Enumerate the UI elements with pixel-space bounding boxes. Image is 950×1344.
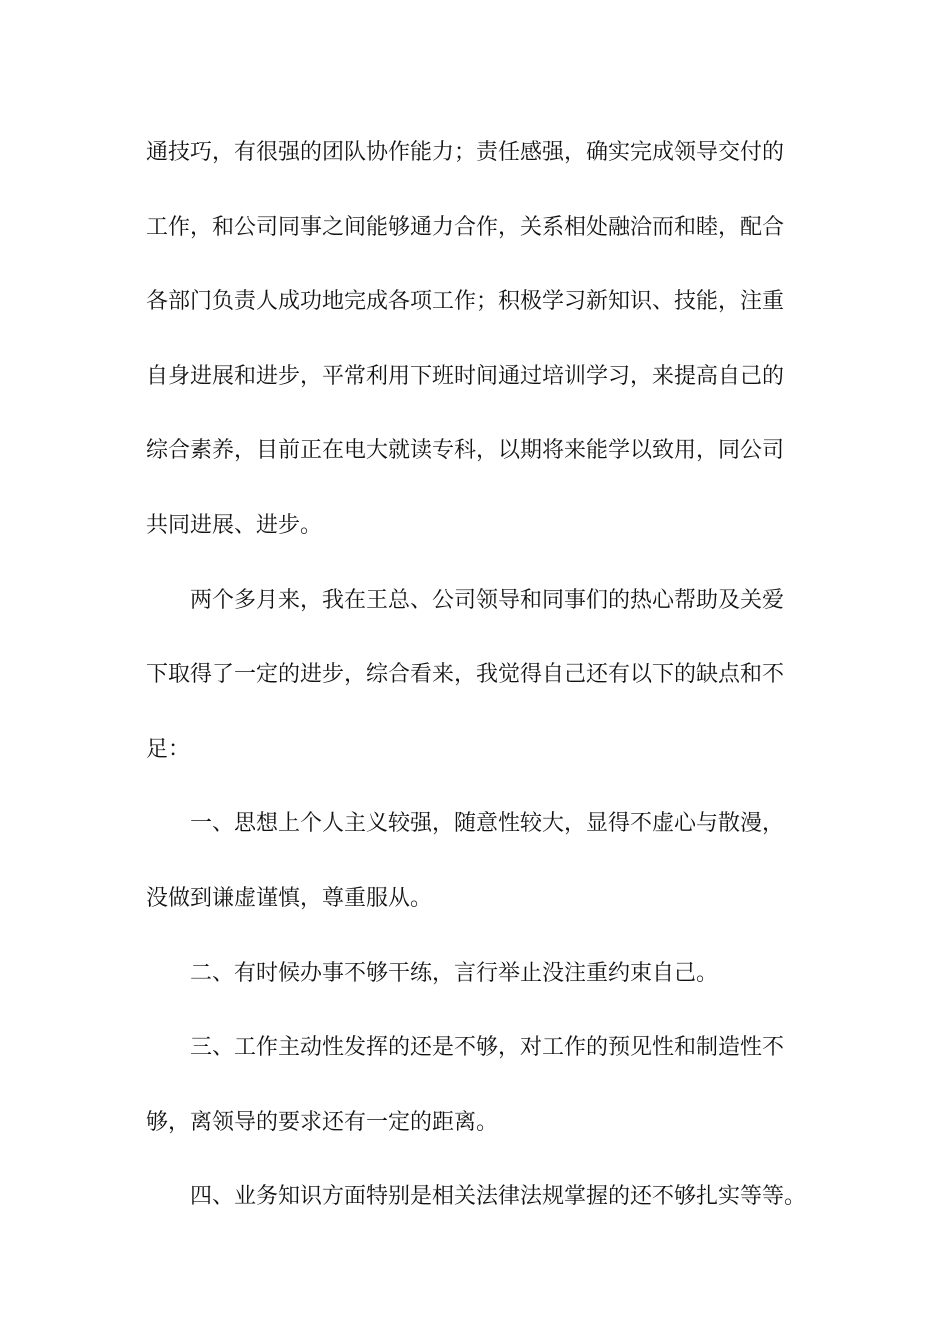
text-line: 够，离领导的要求还有一定的距离。 xyxy=(146,1109,499,1135)
text-line: 共同进展、进步。 xyxy=(146,512,323,538)
text-line: 没做到谦虚谨慎，尊重服从。 xyxy=(146,885,433,911)
text-line: 一、思想上个人主义较强，随意性较大，显得不虚心与散漫， xyxy=(190,811,785,837)
paragraph-shortcomings-intro xyxy=(146,576,808,800)
paragraph-item-2 xyxy=(146,949,808,1024)
paragraph-item-3 xyxy=(146,1023,808,1172)
paragraph-item-1 xyxy=(146,799,808,948)
text-line: 工作，和公司同事之间能够通力合作，关系相处融洽而和睦，配合 xyxy=(146,214,785,240)
text-line: 自身进展和进步，平常利用下班时间通过培训学习，来提高自己的 xyxy=(146,363,785,389)
text-line: 两个多月来，我在王总、公司领导和同事们的热心帮助及关爱 xyxy=(190,587,785,613)
text-line: 二、有时候办事不够干练，言行举止没注重约束自己。 xyxy=(190,960,719,986)
paragraph-item-4 xyxy=(146,1172,808,1247)
text-line: 三、工作主动性发挥的还是不够，对工作的预见性和制造性不 xyxy=(190,1035,785,1061)
text-line: 通技巧，有很强的团队协作能力；责任感强，确实完成领导交付的 xyxy=(146,140,785,165)
text-line: 综合素养，目前正在电大就读专科，以期将来能学以致用，同公司 xyxy=(146,438,785,464)
text-line: 四、业务知识方面特别是相关法律法规掌握的还不够扎实等等。 xyxy=(190,1184,807,1210)
text-line: 足： xyxy=(146,736,191,762)
text-line: 各部门负责人成功地完成各项工作；积极学习新知识、技能，注重 xyxy=(146,289,785,315)
paragraph-skills xyxy=(146,128,808,576)
text-line: 下取得了一定的进步，综合看来，我觉得自己还有以下的缺点和不 xyxy=(146,662,785,688)
document-body xyxy=(146,128,808,1247)
